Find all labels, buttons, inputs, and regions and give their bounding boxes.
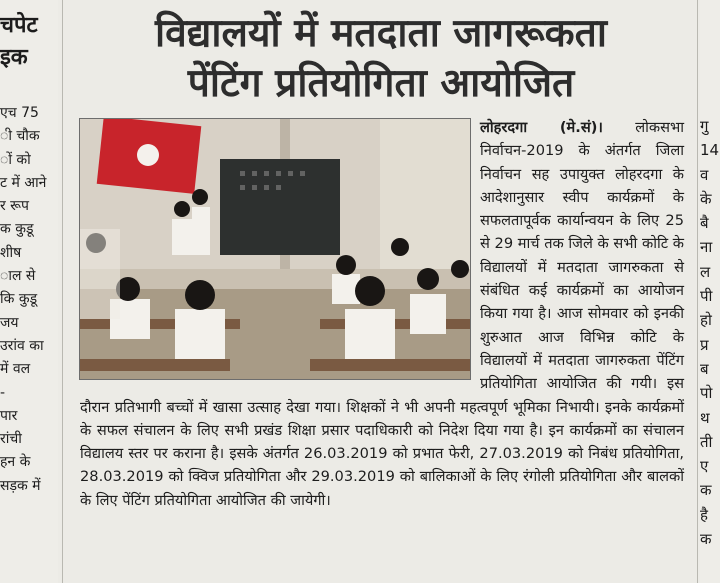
right-column-text-line: ती xyxy=(700,432,713,451)
right-column-text-line: के xyxy=(700,189,712,208)
left-column-text-line: र रूप xyxy=(0,198,30,215)
right-column-text-line: बै xyxy=(700,214,709,233)
right-column-text-line: हो xyxy=(700,311,712,330)
left-column-text-line: पार xyxy=(0,407,18,424)
right-column-text-line: ल xyxy=(700,262,711,281)
article-headline xyxy=(66,8,696,108)
left-column-lines xyxy=(0,102,58,498)
right-column-text-line: क xyxy=(700,530,712,549)
right-column-lines xyxy=(700,114,720,551)
column-divider xyxy=(697,0,698,583)
left-column-text-line: जय xyxy=(0,314,19,331)
left-column-text-line: में वल xyxy=(0,361,31,378)
right-column-text-line: थ xyxy=(700,408,710,427)
left-column-text-line: ट में आने xyxy=(0,174,47,191)
right-column-text-line: ब xyxy=(700,359,709,378)
left-column-text-line: शीष xyxy=(0,244,22,261)
article-text: लोकसभा निर्वाचन-2019 के अंतर्गत जिला निर्वाचन सह उपायुक्त लोहरदगा के आदेशानुसार स्वीप कार्यक्रमों के सफलतापूर्वक कार्यान्वयन के लिए 25 से 29 मार्च तक जिले के सभी कोटि के विद्यालयों में मतदाता जागरुकता से संबंधित कई कार्यक्रमों का आयोजन किया गया है। आज सोमवार को इनकी शुरुआत आज विभिन्न कोटि के विद्यालयों में मतदाता जागरुकता पेंटिंग प्रतियोगिता आयोजित की गयी। इस दौरान प्रतिभागी बच्चों में खासा उत्साह देखा गया। शिक्षकों ने भी अपनी महत्वपूर्ण भूमिका निभायी। इनके कार्यक्रमों के सफल संचालन के लिए सभी प्रखंड शिक्षा प्रसार पदाधिकारी को निदेश दिया गया है। इन कार्यक्रमों का संचालन विद्यालय स्तर पर कराना है। इसके अंतर्गत 26.03.2019 को प्रभात फेरी, 27.03.2019 को निबंध प्रतियोगिता, 28.03.2019 को क्विज प्रतियोगिता और 29.03.2019 को बालिकाओं के लिए रंगोली प्रतियोगिता और बालकों के लिए पेंटिंग प्रतियोगिता आयोजित की जायेगी। xyxy=(80,119,684,509)
left-column-text-line: क कुडू xyxy=(0,221,34,238)
right-column-text-line: पी xyxy=(700,287,713,306)
right-column-text-line: प्र xyxy=(700,335,709,354)
left-column-text-line: - xyxy=(0,384,6,401)
right-adjacent-column xyxy=(700,0,720,583)
left-column-text-line: उरांव का xyxy=(0,337,44,354)
article-body xyxy=(80,116,684,512)
headline-line-2: पेंटिंग प्रतियोगिता आयोजित xyxy=(187,60,575,106)
right-column-text-line: व xyxy=(700,165,709,184)
left-column-heading-line: चपेट xyxy=(0,13,38,38)
left-column-text-line: एच 75 xyxy=(0,105,39,121)
right-column-text-line: ए xyxy=(700,457,709,476)
left-column-text-line: सड़क में xyxy=(0,477,41,494)
left-column-text-line: ों को xyxy=(0,151,31,168)
left-column-heading-line: इक xyxy=(0,45,28,70)
headline-line-1: विद्यालयों में मतदाता जागरूकता xyxy=(155,10,607,56)
left-column-text-line: कि कुडू xyxy=(0,291,38,308)
right-column-text-line: गु xyxy=(700,117,709,135)
left-adjacent-column xyxy=(0,0,58,583)
right-column-text-line: क xyxy=(700,481,712,500)
photo-wrap-spacer xyxy=(80,116,480,384)
column-divider xyxy=(62,0,63,583)
left-column-text-line: हन के xyxy=(0,454,31,471)
left-column-text-line: रांची xyxy=(0,431,22,448)
right-column-text-line: 14 xyxy=(700,141,720,160)
right-column-text-line: है xyxy=(700,505,708,524)
left-column-text-line: ाल से xyxy=(0,268,36,285)
left-column-text-line: ी चौक xyxy=(0,128,40,145)
right-column-text-line: ना xyxy=(700,238,713,257)
article-dateline: लोहरदगा (मे.सं)। xyxy=(480,119,603,136)
right-column-text-line: पो xyxy=(700,384,713,403)
